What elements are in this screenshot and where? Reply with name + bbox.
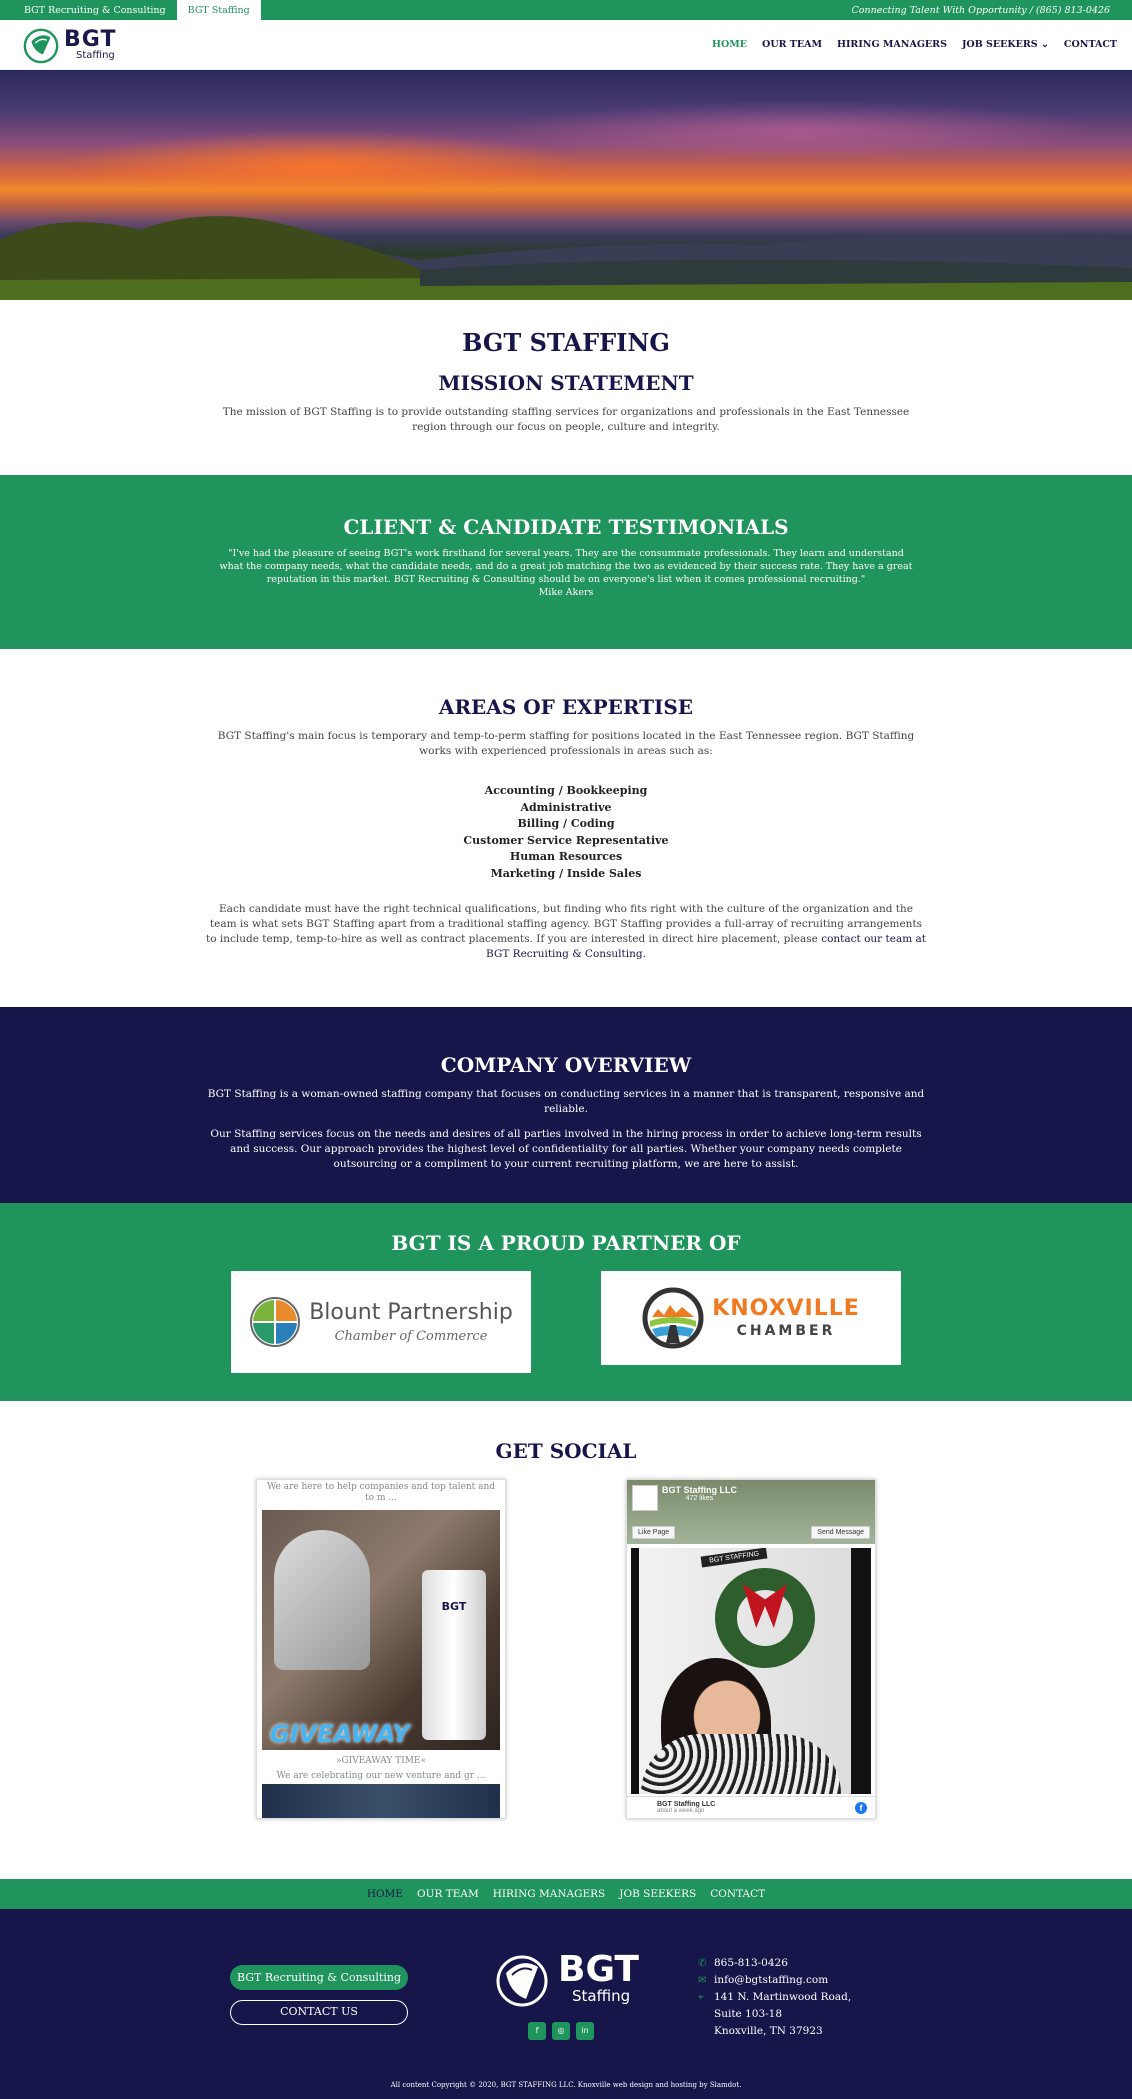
facebook-post-author: BGT Staffing LLC bbox=[657, 1801, 716, 1808]
testimonial-quote: "I've had the pleasure of seeing BGT's work firsthand for several years. They are the consummate professionals. They learn and understand what the company needs, what the candidate needs, and do a great job matching the two as evidenced by their success rate. They have a great reputation in this market. BGT Recruiting & Consulting should be on everyone's list when it comes professional recruiting." bbox=[219, 548, 913, 585]
list-item: Accounting / Bookkeeping bbox=[484, 784, 648, 797]
footer-logo-brand: BGT bbox=[558, 1949, 639, 1990]
tab-bgt-recruiting[interactable]: BGT Recruiting & Consulting bbox=[24, 4, 166, 16]
expertise-list bbox=[0, 783, 1132, 882]
blount-partnership-logo[interactable] bbox=[231, 1271, 531, 1373]
contact-recruiting-link[interactable]: contact our team at BGT Recruiting & Consulting. bbox=[486, 933, 926, 960]
expertise-body-text: Each candidate must have the right technical qualifications, but finding who fits right with the culture of the organization and the team is what sets BGT Staffing apart from a traditional staffing agency. BGT Staffing provides a full-array of recruiting arrangements to include temp, temp-to-hire as well as contract placements. If you are interested in direct hire placement, please bbox=[206, 903, 923, 945]
copyright: All content Copyright © 2020, BGT STAFFING LLC. Knoxville web design and hosting by Slamdot. bbox=[390, 2081, 742, 2089]
overview-text-2: Our Staffing services focus on the needs and desires of all parties involved in the hiring process in order to achieve long-term results and success. Our approach provides the highest level of confidentiality for all parties. Whether your company needs complete outsourcing or a compliment to your current recruiting platform, we are here to assist. bbox=[210, 1128, 922, 1170]
footer-nav bbox=[0, 1879, 1132, 1909]
page-title: BGT STAFFING bbox=[462, 328, 670, 357]
social-heading: GET SOCIAL bbox=[495, 1439, 637, 1463]
expertise-heading: AREAS OF EXPERTISE bbox=[438, 695, 694, 719]
top-bar bbox=[0, 0, 1132, 20]
footer-nav-our-team[interactable]: OUR TEAM bbox=[417, 1888, 479, 1900]
instagram-next-post[interactable] bbox=[262, 1784, 500, 1819]
overview-text-1: BGT Staffing is a woman-owned staffing company that focuses on conducting services in a manner that is transparent, responsive and reliable. bbox=[207, 1088, 925, 1115]
footer-phone[interactable]: 865-813-0426 bbox=[714, 1957, 788, 1969]
social-section bbox=[0, 1401, 1132, 1879]
list-item: Billing / Coding bbox=[517, 817, 615, 830]
list-item: Customer Service Representative bbox=[463, 833, 669, 847]
facebook-likes: 472 likes bbox=[685, 1495, 714, 1502]
facebook-icon[interactable]: f bbox=[855, 1802, 867, 1814]
knox-sub: CHAMBER bbox=[736, 1322, 836, 1339]
main-nav bbox=[712, 39, 1117, 50]
facebook-post-footer bbox=[627, 1796, 875, 1818]
nav-our-team[interactable]: OUR TEAM bbox=[762, 39, 823, 50]
facebook-page-name[interactable]: BGT Staffing LLC bbox=[662, 1485, 737, 1495]
wreath-image bbox=[715, 1568, 815, 1668]
instagram-post-caption: We are here to help companies and top talent and to m ... bbox=[266, 1482, 496, 1503]
testimonials-section bbox=[0, 475, 1132, 649]
nav-job-seekers-label: JOB SEEKERS bbox=[961, 39, 1038, 50]
nav-contact[interactable]: CONTACT bbox=[1063, 39, 1117, 50]
trophy-image bbox=[274, 1530, 370, 1670]
footer-logo-sub: Staffing bbox=[572, 1987, 631, 2005]
logo-mark-icon bbox=[22, 26, 60, 64]
bgt-recruiting-button[interactable]: BGT Recruiting & Consulting bbox=[230, 1965, 408, 1990]
hero-image bbox=[0, 70, 1132, 300]
list-item: Marketing / Inside Sales bbox=[490, 866, 642, 880]
footer-nav-home[interactable]: HOME bbox=[366, 1888, 404, 1900]
instagram-post-excerpt: We are celebrating our new venture and gr ... bbox=[276, 1771, 486, 1781]
mission-heading: MISSION STATEMENT bbox=[438, 371, 694, 395]
blount-name: Blount Partnership bbox=[309, 1299, 513, 1325]
facebook-page-header bbox=[627, 1480, 875, 1544]
instagram-feed[interactable] bbox=[256, 1479, 506, 1819]
instagram-icon[interactable]: ◎ bbox=[552, 2022, 570, 2040]
site-header bbox=[0, 20, 1132, 70]
site-logo[interactable] bbox=[22, 26, 116, 64]
like-page-button[interactable]: Like Page bbox=[632, 1526, 675, 1539]
logo-sub: Staffing bbox=[76, 49, 115, 61]
facebook-feed[interactable] bbox=[626, 1479, 876, 1819]
linkedin-icon[interactable]: in bbox=[576, 2022, 594, 2040]
knoxville-emblem-icon bbox=[642, 1287, 704, 1349]
partner-logos bbox=[231, 1271, 901, 1373]
tab-bgt-staffing[interactable]: BGT Staffing bbox=[177, 0, 261, 20]
footer-nav-contact[interactable]: CONTACT bbox=[710, 1888, 766, 1900]
footer-nav-hiring-managers[interactable]: HIRING MANAGERS bbox=[492, 1888, 606, 1900]
footer-address-line2: Suite 103-18 bbox=[714, 2008, 783, 2020]
mail-icon: ✉ bbox=[698, 1975, 707, 1986]
phone-icon: ✆ bbox=[698, 1958, 707, 1969]
expertise-body bbox=[206, 902, 926, 962]
facebook-post-time: about a week ago bbox=[657, 1808, 705, 1814]
hero-cloud bbox=[500, 100, 1100, 160]
footer-logo-mark-icon bbox=[494, 1949, 550, 2009]
footer-buttons bbox=[230, 1965, 408, 2025]
mission-text: The mission of BGT Staffing is to provide outstanding staffing services for organizations and professionals in the East Tennessee region through our focus on people, culture and integrity. bbox=[222, 406, 910, 433]
site-switcher bbox=[13, 0, 261, 20]
blount-sub: Chamber of Commerce bbox=[334, 1328, 488, 1344]
overview-heading: COMPANY OVERVIEW bbox=[440, 1053, 692, 1077]
logo-brand: BGT bbox=[64, 26, 117, 52]
list-item: Administrative bbox=[520, 800, 612, 814]
mission-section bbox=[0, 300, 1132, 475]
footer-email[interactable]: info@bgtstaffing.com bbox=[714, 1974, 829, 1986]
contact-us-button[interactable]: CONTACT US bbox=[230, 2000, 408, 2025]
map-pin-icon: ⌖ bbox=[698, 1992, 704, 2003]
giveaway-text: GIVEAWAY bbox=[270, 1720, 410, 1748]
tumbler-logo: BGT bbox=[441, 1600, 467, 1613]
expertise-intro: BGT Staffing's main focus is temporary and temp-to-perm staffing for positions located in the East Tennessee region. BGT Staffing works with experienced professionals in areas such as: bbox=[217, 730, 915, 757]
blount-emblem-icon bbox=[249, 1296, 301, 1348]
testimonial-author: Mike Akers bbox=[538, 587, 594, 598]
footer-contact bbox=[698, 1955, 851, 2040]
nav-home[interactable]: HOME bbox=[712, 39, 748, 50]
tagline: Connecting Talent With Opportunity / (865) 813-0426 bbox=[851, 4, 1110, 16]
instagram-post-image[interactable] bbox=[262, 1510, 500, 1750]
knox-name: KNOXVILLE bbox=[712, 1295, 860, 1321]
nav-job-seekers[interactable] bbox=[962, 39, 1049, 50]
social-feeds bbox=[256, 1479, 876, 1819]
portrait-shirt bbox=[641, 1734, 841, 1794]
tumbler-image bbox=[422, 1570, 486, 1740]
footer-address-line1: 141 N. Martinwood Road, bbox=[714, 1991, 852, 2003]
overview-section bbox=[0, 1007, 1132, 1203]
site-footer bbox=[0, 1909, 1132, 2099]
footer-social-links bbox=[528, 2022, 594, 2040]
instagram-post-title: »GIVEAWAY TIME« bbox=[335, 1756, 427, 1766]
chevron-down-icon: ⌄ bbox=[1040, 39, 1049, 50]
list-item: Human Resources bbox=[509, 850, 623, 863]
footer-nav-job-seekers[interactable]: JOB SEEKERS bbox=[619, 1888, 697, 1900]
facebook-post-image[interactable] bbox=[631, 1548, 871, 1794]
footer-address-line3: Knoxville, TN 37923 bbox=[714, 2025, 823, 2037]
partners-section bbox=[0, 1203, 1132, 1401]
facebook-icon[interactable]: f bbox=[528, 2022, 546, 2040]
expertise-section bbox=[0, 649, 1132, 1007]
testimonials-heading: CLIENT & CANDIDATE TESTIMONIALS bbox=[343, 515, 789, 539]
knoxville-chamber-logo[interactable] bbox=[601, 1271, 901, 1365]
send-message-button[interactable]: Send Message bbox=[811, 1526, 870, 1539]
footer-logo bbox=[494, 1949, 639, 2009]
staffing-sign: BGT STAFFING bbox=[701, 1548, 768, 1568]
partners-heading: BGT IS A PROUD PARTNER OF bbox=[391, 1231, 741, 1255]
hero-landscape bbox=[0, 190, 1132, 300]
nav-hiring-managers[interactable]: HIRING MANAGERS bbox=[837, 39, 947, 50]
